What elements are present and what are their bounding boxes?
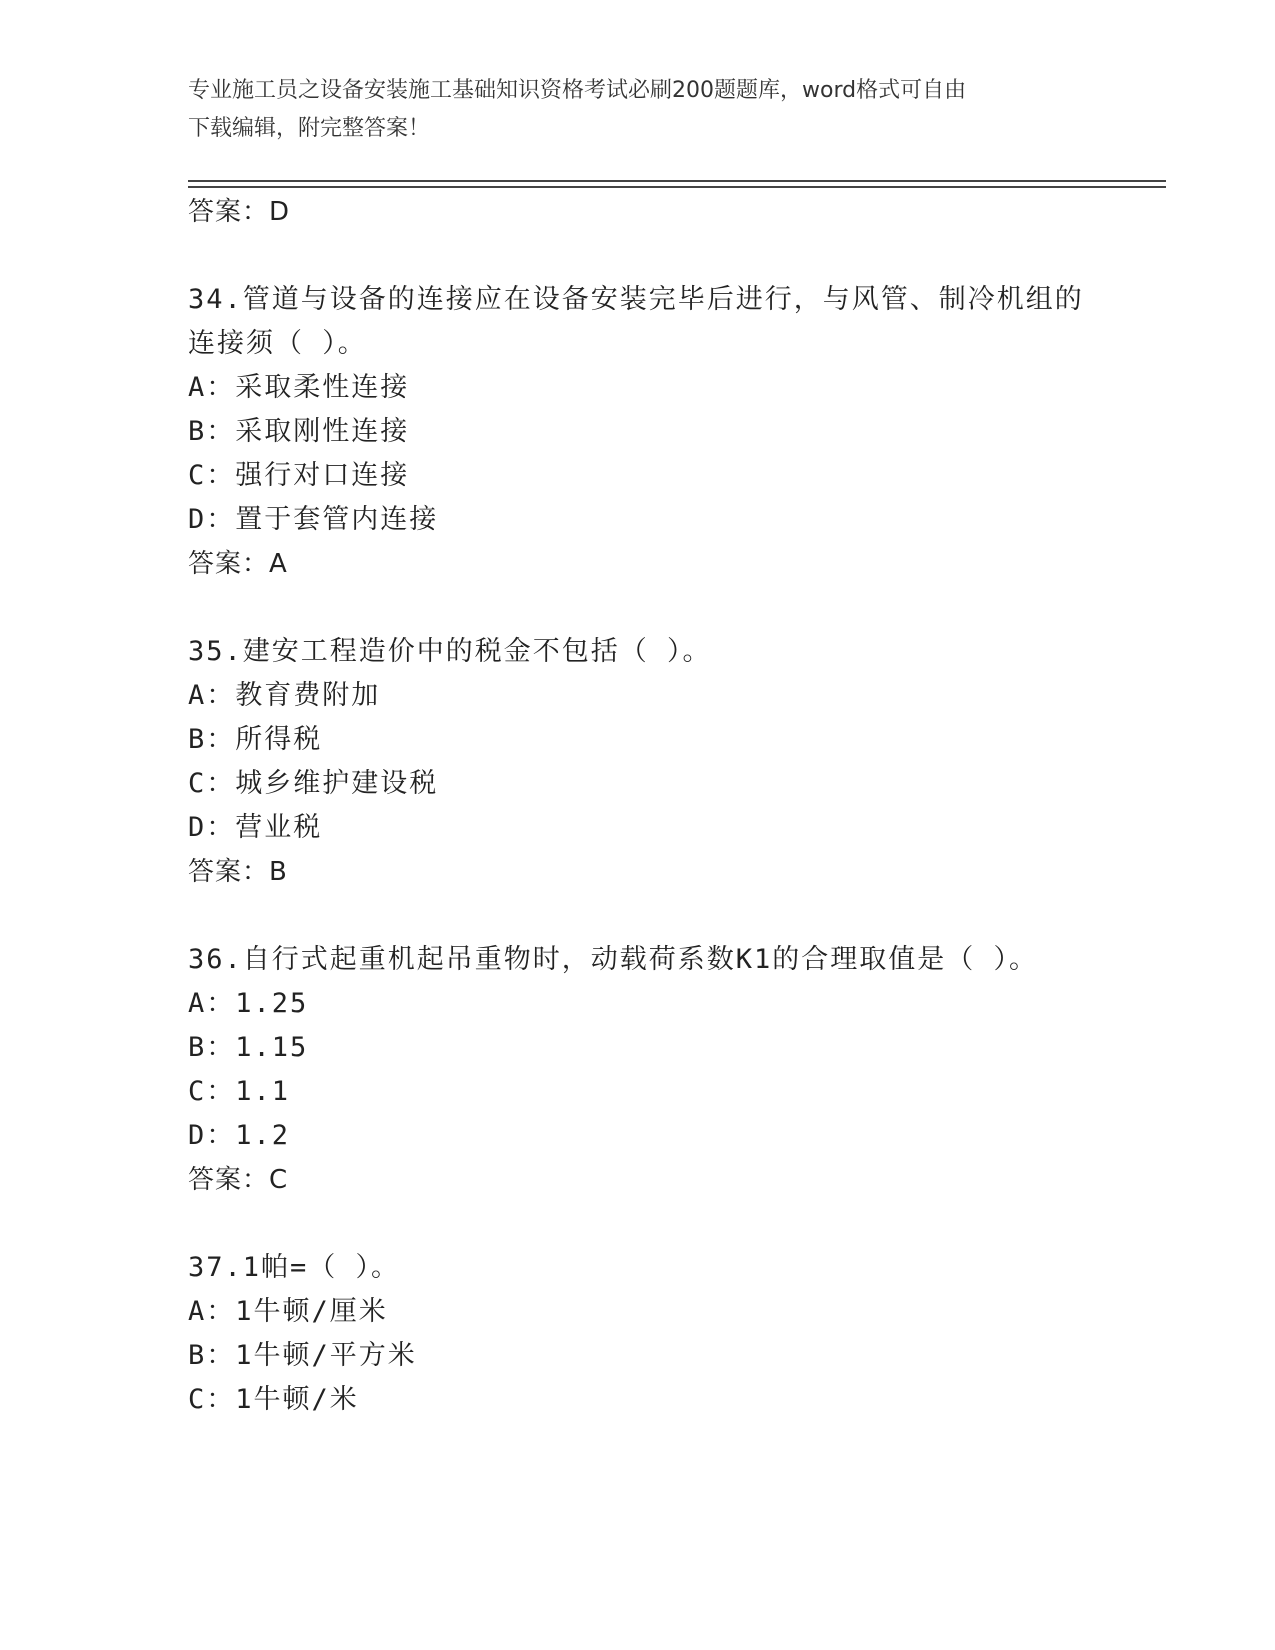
header-rule-top: [188, 180, 1166, 182]
q35-option-a: A：教育费附加: [188, 680, 381, 711]
answer-q36: 答案：C: [188, 1165, 289, 1195]
q34-option-d: D：置于套管内连接: [188, 504, 439, 535]
q36-option-a: A：1.25: [188, 988, 309, 1019]
q35-option-c: C：城乡维护建设税: [188, 768, 439, 799]
q37-option-c: C：1牛顿/米: [188, 1384, 359, 1415]
q34-option-a: A：采取柔性连接: [188, 372, 410, 403]
q34-option-c: C：强行对口连接: [188, 460, 410, 491]
header-line-1: 专业施工员之设备安装施工基础知识资格考试必刷200题题库，word格式可自由: [188, 78, 967, 103]
q35-option-b: B：所得税: [188, 724, 323, 755]
q36-option-d: D：1.2: [188, 1120, 291, 1151]
q36-option-c: C：1.1: [188, 1076, 291, 1107]
answer-q33: 答案：D: [188, 197, 291, 227]
answer-q34: 答案：A: [188, 549, 288, 579]
question-37-text: 37.1帕=（ ）。: [188, 1252, 401, 1283]
page-header: [188, 72, 1088, 148]
header-line-2: 下载编辑，附完整答案！: [188, 116, 431, 141]
q37-option-b: B：1牛顿/平方米: [188, 1340, 417, 1371]
q34-option-b: B：采取刚性连接: [188, 416, 410, 447]
header-rule-bottom: [188, 186, 1166, 188]
q35-option-d: D：营业税: [188, 812, 323, 843]
q37-option-a: A：1牛顿/厘米: [188, 1296, 388, 1327]
question-35-text: 35.建安工程造价中的税金不包括（ ）。: [188, 636, 712, 667]
question-34-text-cont: 连接须（ ）。: [188, 328, 367, 359]
question-36-text: 36.自行式起重机起吊重物时，动载荷系数K1的合理取值是（ ）。: [188, 944, 1039, 975]
answer-q35: 答案：B: [188, 857, 288, 887]
q36-option-b: B：1.15: [188, 1032, 309, 1063]
question-34-text: 34.管道与设备的连接应在设备安装完毕后进行，与风管、制冷机组的: [188, 284, 1084, 315]
